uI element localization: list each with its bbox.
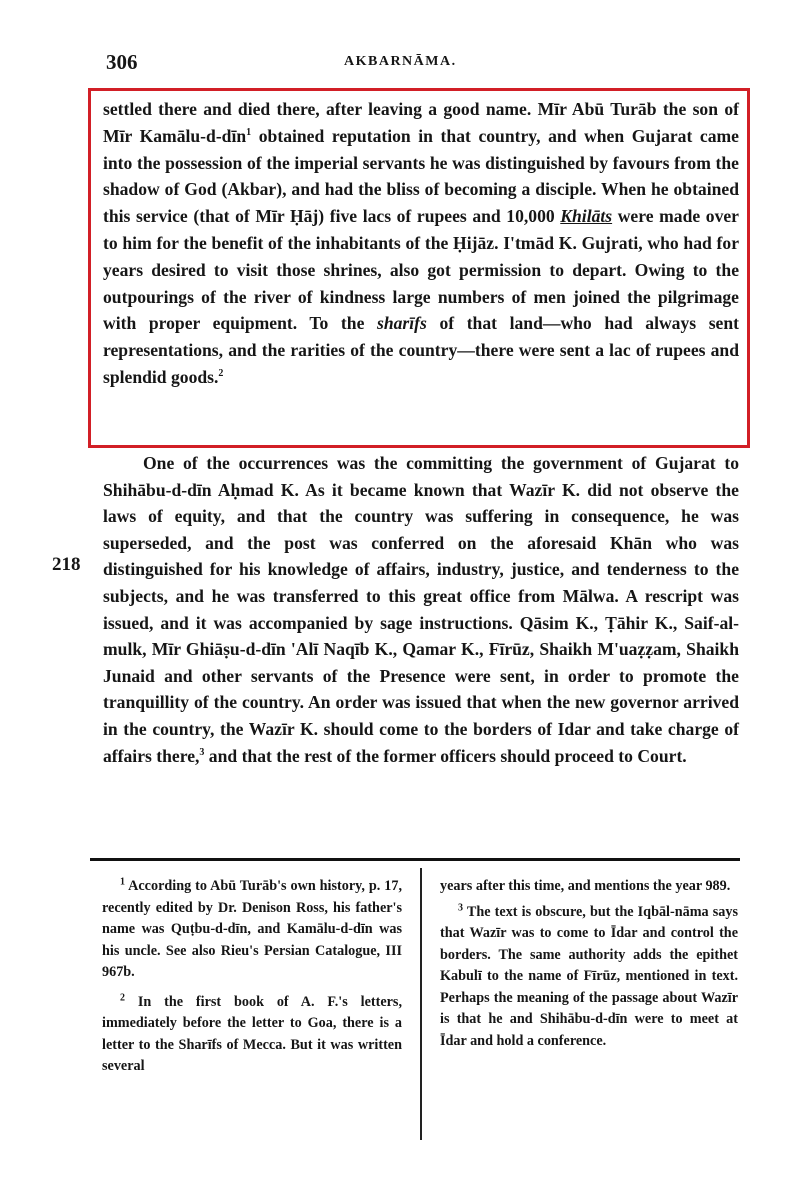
paragraph-text: One of the occurrences was the committing the government of Gujarat to Shihābu-d-dīn Aḥmad K. As it became known that Wazīr K. did not observe the laws of equity, and that the country was suffering in consequence, he was superseded, and the post was conferred on the aforesaid Khān who was distinguished for his knowledge of affairs, industry, justice, and tenderness to the subjects, and he was transferred to this great office from Mālwa. A rescript was issued, and it was accompanied by sage instructions. Qāsim K., Ṭāhir K., Saif-al-mulk, Mīr Ghiāṣu-d-dīn 'Alī Naqīb K., Qamar K., Fīrūz, Shaikh M'uaẓẓam, Shaikh Junaid and other servants of the Presence were sent, in order to promote the tranquillity of the country. An order was issued that when the new governor arrived in the country, the Wazīr K. should come to the borders of Idar and take charge of affairs there, <box>103 453 739 766</box>
footnote-text: In the first book of A. F.'s letters, immediately before the letter to Goa, there is a letter to the Sharīfs of Mecca. But it was written several <box>102 993 402 1074</box>
footnote-marker: 1 <box>120 876 125 888</box>
paragraph-text: obtained reputation in that country, and when Gujarat came into the possession of the imperial servants he was distinguished by favours from the shadow of God (Akbar), and had the bliss of becoming a disciple. When he obtained this service (that of Mīr Ḥāj) five lacs of rupees and 10,000 <box>103 125 739 227</box>
page-number: 306 <box>106 50 138 74</box>
footnotes-right-column <box>440 876 738 1052</box>
footnote-2-continued: years after this time, and mentions the year 989. <box>440 878 731 894</box>
footnote-column-divider <box>420 868 422 1140</box>
footnote-marker: 3 <box>199 746 205 758</box>
highlighted-paragraph <box>103 96 739 391</box>
paragraph-text: were made over to him for the benefit of the inhabitants of the Ḥijāz. I'tmād K. Gujrati, who had for years desired to visit those shrines, also got permission to depart. Owing to the outpourings of the river of kindness large numbers of men joined the pilgrimage with proper equipment. To the <box>103 206 739 334</box>
margin-page-number: 218 <box>52 554 81 575</box>
footnote-marker: 1 <box>246 126 252 138</box>
footnote-text: According to Abū Turāb's own history, p. 17, recently edited by Dr. Denison Ross, his father's name was Quṭbu-d-dīn, and Kamālu-d-dīn was his uncle. See also Rieu's Persian Catalogue, III 967b. <box>102 878 402 980</box>
term-khilats: Khilāts <box>560 206 613 227</box>
second-paragraph <box>103 450 739 769</box>
paragraph-text: and that the rest of the former officers should proceed to Court. <box>204 745 687 766</box>
footnote-2 <box>102 992 402 1078</box>
term-sharifs: sharīfs <box>376 313 427 334</box>
footnote-marker: 2 <box>120 991 125 1003</box>
footnote-marker: 2 <box>218 368 224 380</box>
footnote-1 <box>102 876 402 984</box>
paragraph-text: settled there and died there, after leaving a good name. Mīr Abū Turāb the son of Mīr Kamālu-d-dīn <box>103 99 739 146</box>
footnote-marker: 3 <box>458 901 463 913</box>
footnotes-left-column <box>102 876 402 1078</box>
footnote-text: The text is obscure, but the Iqbāl-nāma says that Wazīr was to come to Īdar and control the borders. The same authority adds the epithet Kabulī to the name of Fīrūz, mentioned in text. Perhaps the meaning of the passage about Wazīr is that he and Shihābu-d-dīn were to meet at Īdar and hold a conference. <box>440 903 738 1049</box>
paragraph-text: of that land—who had always sent representations, and the rarities of the country—there were sent a lac of rupees and splendid goods. <box>103 313 740 387</box>
footnote-3 <box>440 902 738 1053</box>
running-title: AKBARNĀMA. <box>344 54 457 69</box>
footnote-rule <box>90 858 740 861</box>
